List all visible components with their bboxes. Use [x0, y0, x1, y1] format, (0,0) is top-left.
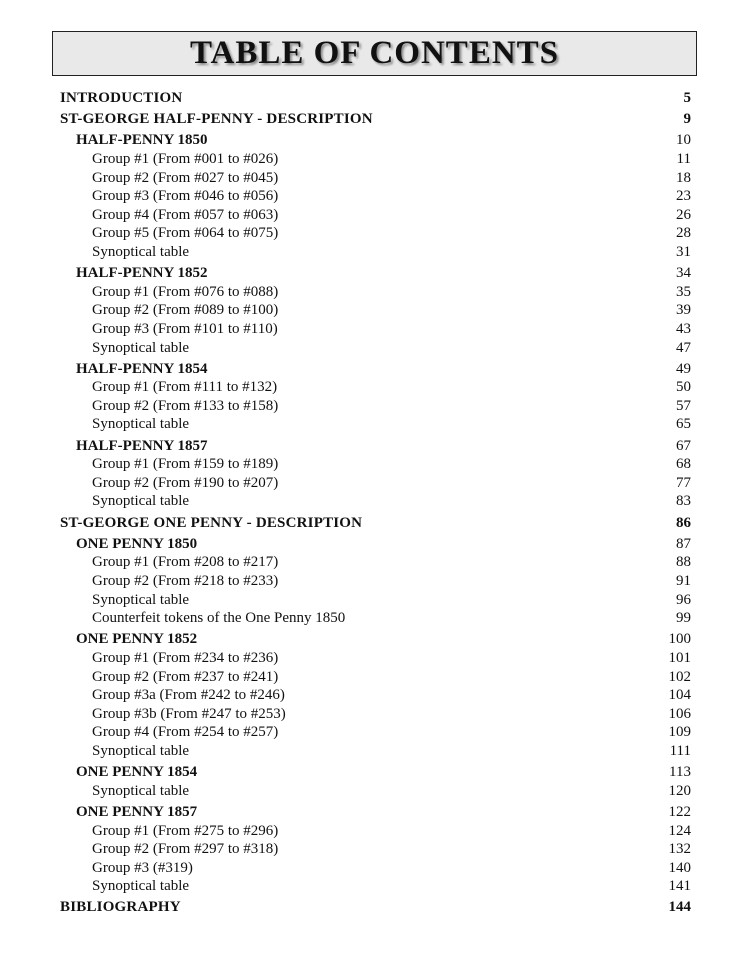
page-number: 91	[676, 573, 691, 589]
page-number: 47	[676, 339, 691, 356]
toc-subsection-row[interactable]	[60, 264, 691, 283]
page-number: 99	[676, 610, 691, 627]
toc-item-row[interactable]	[60, 572, 691, 591]
toc-item-row[interactable]	[60, 150, 691, 169]
toc-subsection-label: HALF-PENNY 1852	[76, 265, 208, 282]
toc-item-label: Group #3b (From #247 to #253)	[92, 705, 286, 722]
toc-subsection-row[interactable]	[60, 763, 691, 782]
toc-item-label: Group #2 (From #190 to #207)	[92, 474, 279, 491]
toc-section-label: BIBLIOGRAPHY	[60, 899, 181, 916]
title-banner	[52, 31, 697, 76]
page-number: 88	[676, 554, 691, 571]
toc-item-label: Synoptical table	[92, 339, 190, 356]
toc-item-label: Group #3 (From #046 to #056)	[92, 188, 279, 205]
page-number: 86	[676, 514, 691, 531]
toc-subsection-row[interactable]	[60, 803, 691, 822]
toc-item-label: Synoptical table	[92, 416, 190, 433]
page-number: 87	[676, 535, 691, 552]
page-number: 9	[683, 111, 691, 128]
toc-item-row[interactable]	[60, 378, 691, 397]
toc-section-row[interactable]	[60, 514, 691, 533]
toc-item-label: Group #1 (From #001 to #026)	[92, 150, 279, 167]
page-number: 122	[668, 803, 691, 820]
toc-item-row[interactable]	[60, 283, 691, 302]
page-number: 140	[668, 859, 691, 876]
toc-item-row[interactable]	[60, 742, 691, 761]
toc-item-row[interactable]	[60, 320, 691, 339]
page-number: 100	[668, 631, 691, 648]
table-of-contents	[60, 89, 691, 917]
page-number: 5	[683, 90, 691, 106]
page-title: TABLE OF CONTENTS	[189, 35, 560, 71]
page-number: 144	[668, 899, 691, 916]
toc-item-row[interactable]	[60, 206, 691, 225]
toc-section-row[interactable]	[60, 110, 691, 129]
page-number: 65	[676, 416, 691, 433]
page-number: 106	[668, 705, 691, 722]
toc-item-row[interactable]	[60, 397, 691, 416]
page-number: 67	[676, 437, 691, 454]
page-number: 77	[676, 474, 691, 491]
page-number: 68	[676, 456, 691, 473]
toc-section-label: ST-GEORGE ONE PENNY - DESCRIPTION	[60, 514, 363, 531]
page-number: 35	[676, 283, 691, 300]
toc-subsection-label: HALF-PENNY 1854	[76, 360, 208, 377]
toc-subsection-row[interactable]	[60, 360, 691, 379]
toc-section-row[interactable]	[60, 898, 691, 917]
toc-subsection-label: ONE PENNY 1854	[76, 764, 198, 781]
toc-item-label: Group #1 (From #208 to #217)	[92, 554, 279, 571]
toc-section-label: ST-GEORGE HALF-PENNY - DESCRIPTION	[60, 111, 373, 128]
toc-item-row[interactable]	[60, 649, 691, 668]
page-number: 96	[676, 591, 691, 608]
toc-item-row[interactable]	[60, 822, 691, 841]
page-number: 113	[669, 764, 691, 781]
toc-item-row[interactable]	[60, 339, 691, 358]
toc-subsection-row[interactable]	[60, 630, 691, 649]
toc-section-label: INTRODUCTION	[60, 90, 183, 106]
toc-item-label: Group #2 (From #133 to #158)	[92, 397, 279, 414]
page-number: 101	[668, 649, 691, 666]
toc-subsection-label: ONE PENNY 1852	[76, 631, 198, 648]
page-number: 11	[676, 150, 691, 167]
page-number: 132	[668, 841, 691, 858]
toc-subsection-label: HALF-PENNY 1850	[76, 132, 208, 149]
page-number: 109	[668, 724, 691, 741]
toc-item-row[interactable]	[60, 455, 691, 474]
page-number: 23	[676, 188, 691, 205]
toc-subsection-label: ONE PENNY 1857	[76, 803, 198, 820]
page-number: 124	[668, 822, 691, 839]
toc-item-row[interactable]	[60, 668, 691, 687]
toc-item-label: Synoptical table	[92, 243, 190, 260]
page-number: 43	[676, 320, 691, 337]
toc-section-row[interactable]	[60, 89, 691, 108]
toc-item-label: Group #4 (From #057 to #063)	[92, 206, 279, 223]
page-number: 102	[668, 668, 691, 685]
toc-item-label: Group #3a (From #242 to #246)	[92, 687, 285, 704]
toc-item-label: Group #1 (From #111 to #132)	[92, 379, 278, 396]
toc-item-label: Group #1 (From #234 to #236)	[92, 649, 279, 666]
toc-item-label: Synoptical table	[92, 591, 190, 608]
page-number: 28	[676, 225, 691, 242]
toc-item-row[interactable]	[60, 859, 691, 878]
toc-item-row[interactable]	[60, 243, 691, 262]
toc-item-label: Group #4 (From #254 to #257)	[92, 724, 279, 741]
page-number: 141	[668, 878, 691, 895]
page-number: 10	[676, 132, 691, 149]
toc-item-label: Group #2 (From #218 to #233)	[92, 573, 279, 589]
page-number: 34	[676, 265, 691, 282]
toc-subsection-row[interactable]	[60, 437, 691, 456]
toc-item-label: Synoptical table	[92, 742, 190, 759]
toc-item-row[interactable]	[60, 187, 691, 206]
toc-item-row[interactable]	[60, 492, 691, 511]
toc-item-label: Group #1 (From #159 to #189)	[92, 456, 279, 473]
page-number: 83	[676, 493, 691, 510]
page-number: 18	[676, 169, 691, 186]
toc-item-row[interactable]	[60, 705, 691, 724]
page-number: 49	[676, 360, 691, 377]
toc-item-label: Group #2 (From #297 to #318)	[92, 841, 279, 858]
toc-item-row[interactable]	[60, 415, 691, 434]
page-number: 111	[669, 742, 691, 759]
toc-item-row[interactable]	[60, 301, 691, 320]
toc-item-label: Group #2 (From #027 to #045)	[92, 169, 279, 186]
toc-subsection-label: HALF-PENNY 1857	[76, 437, 208, 454]
toc-item-label: Counterfeit tokens of the One Penny 1850	[92, 610, 346, 627]
toc-item-label: Group #1 (From #076 to #088)	[92, 283, 279, 300]
page-number: 26	[676, 206, 691, 223]
toc-item-label: Synoptical table	[92, 878, 190, 895]
toc-item-row[interactable]	[60, 169, 691, 188]
toc-item-row[interactable]	[60, 877, 691, 896]
page-number: 120	[668, 782, 691, 799]
toc-item-label: Synoptical table	[92, 782, 190, 799]
page-number: 104	[668, 687, 691, 704]
toc-item-row[interactable]	[60, 591, 691, 610]
toc-item-label: Group #1 (From #275 to #296)	[92, 822, 279, 839]
toc-subsection-row[interactable]	[60, 535, 691, 554]
toc-item-label: Group #2 (From #089 to #100)	[92, 302, 279, 319]
toc-item-label: Group #3 (#319)	[92, 859, 193, 876]
toc-item-row[interactable]	[60, 782, 691, 801]
toc-item-row[interactable]	[60, 474, 691, 493]
toc-item-row[interactable]	[60, 686, 691, 705]
toc-item-row[interactable]	[60, 723, 691, 742]
page-number: 31	[676, 243, 691, 260]
toc-item-row[interactable]	[60, 553, 691, 572]
toc-subsection-row[interactable]	[60, 131, 691, 150]
page-number: 57	[676, 397, 691, 414]
toc-item-label: Group #3 (From #101 to #110)	[92, 320, 278, 337]
page-number: 39	[676, 302, 691, 319]
toc-item-label: Group #5 (From #064 to #075)	[92, 225, 279, 242]
page-number: 50	[676, 379, 691, 396]
toc-item-label: Synoptical table	[92, 493, 190, 510]
toc-item-row[interactable]	[60, 840, 691, 859]
toc-item-row[interactable]	[60, 224, 691, 243]
toc-subsection-label: ONE PENNY 1850	[76, 535, 198, 552]
toc-item-row[interactable]	[60, 609, 691, 628]
toc-item-label: Group #2 (From #237 to #241)	[92, 668, 279, 685]
